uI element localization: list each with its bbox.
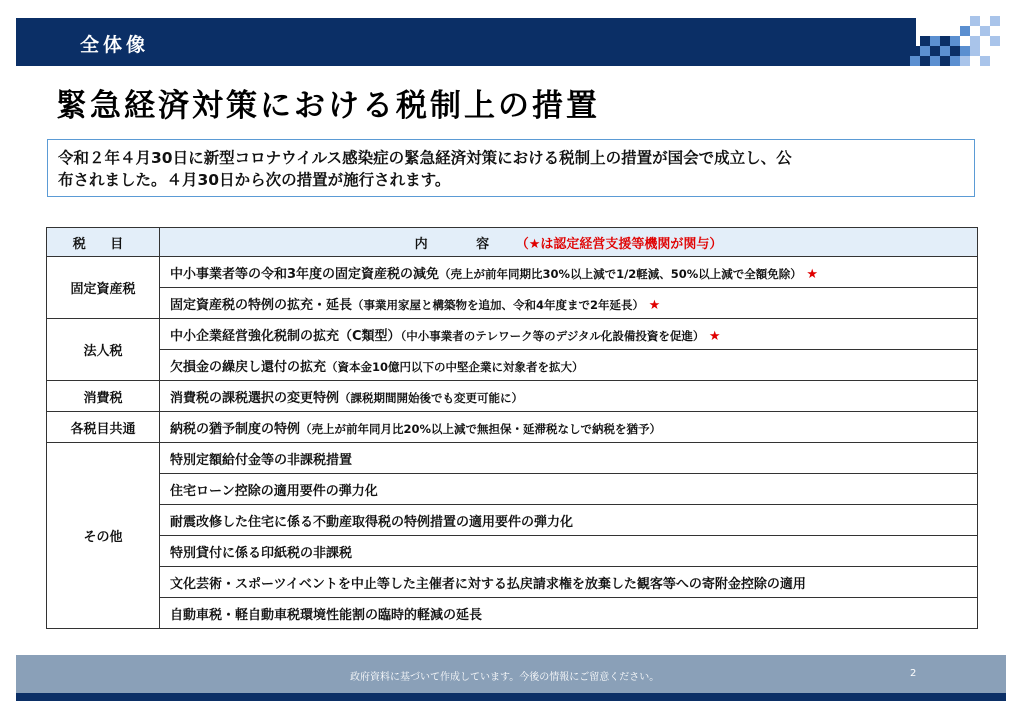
- table-row: [47, 319, 978, 350]
- measure-main: 文化芸術・スポーツイベントを中止等した主催者に対する払戻請求権を放棄した観客等への寄附金控除の適用: [170, 576, 806, 592]
- measure-cell: [160, 412, 978, 443]
- measure-main: 特別貸付に係る印紙税の非課税: [170, 545, 353, 561]
- measure-main: 消費税の課税選択の変更特例: [170, 390, 340, 406]
- measure-cell: [160, 381, 978, 412]
- table-row: [47, 350, 978, 381]
- star-icon: ★: [648, 297, 661, 313]
- table-row: [47, 474, 978, 505]
- measure-sub: （売上が前年同期比30%以上減で1/2軽減、50%以上減で全額免除）: [439, 266, 802, 281]
- category-cell: 消費税: [47, 381, 160, 412]
- header-content-label: 内 容: [414, 236, 512, 252]
- footer-line: [16, 693, 1006, 701]
- measure-sub: （課税期間開始後でも変更可能に）: [339, 390, 524, 405]
- page-title: 緊急経済対策における税制上の措置: [56, 88, 600, 124]
- measure-main: 固定資産税の特例の拡充・延長: [170, 297, 353, 313]
- measure-cell: [160, 443, 978, 474]
- intro-box: [47, 139, 975, 197]
- category-cell: 固定資産税: [47, 257, 160, 319]
- intro-line-1: 令和２年４月30日に新型コロナウイルス感染症の緊急経済対策における税制上の措置が国会で成立し、公: [58, 149, 792, 167]
- measure-cell: [160, 505, 978, 536]
- measure-main: 住宅ローン控除の適用要件の弾力化: [170, 483, 378, 499]
- table-row: [47, 567, 978, 598]
- measure-main: 欠損金の繰戻し還付の拡充: [170, 359, 327, 375]
- tax-measures-table: [46, 227, 978, 629]
- footer-note: 政府資料に基づいて作成しています。今後の情報にご留意ください。: [350, 672, 660, 683]
- table-header-row: [47, 228, 978, 257]
- measure-cell: [160, 474, 978, 505]
- measure-cell: [160, 257, 978, 288]
- table-row: [47, 505, 978, 536]
- category-cell: 各税目共通: [47, 412, 160, 443]
- measure-main: 耐震改修した住宅に係る不動産取得税の特例措置の適用要件の弾力化: [170, 514, 574, 530]
- table-row: [47, 598, 978, 629]
- measure-cell: [160, 567, 978, 598]
- measure-sub: （中小事業者のテレワーク等のデジタル化設備投資を促進）: [400, 328, 705, 343]
- header-bar: [16, 18, 916, 66]
- measure-main: 特別定額給付金等の非課税措置: [170, 452, 353, 468]
- category-cell: 法人税: [47, 319, 160, 381]
- measure-main: 中小企業経営強化税制の拡充（C類型）: [170, 328, 401, 344]
- measure-sub: （売上が前年同月比20%以上減で無担保・延滞税なしで納税を猶予）: [300, 421, 662, 436]
- table-row: [47, 443, 978, 474]
- intro-line-2: 布されました。４月30日から次の措置が施行されます。: [58, 171, 451, 189]
- header-star-note: （★は認定経営支援等機関が関与）: [515, 236, 723, 252]
- measure-cell: [160, 350, 978, 381]
- section-label: 全体像: [80, 34, 150, 56]
- table-row: [47, 536, 978, 567]
- measure-sub: （資本金10億円以下の中堅企業に対象者を拡大）: [326, 359, 584, 374]
- table-row: [47, 412, 978, 443]
- table-row: [47, 257, 978, 288]
- measure-cell: [160, 536, 978, 567]
- star-icon: ★: [806, 266, 818, 282]
- measure-cell: [160, 598, 978, 629]
- star-icon: ★: [708, 328, 721, 344]
- checker-pattern-icon: [900, 16, 1010, 68]
- page-number: 2: [910, 668, 917, 679]
- measure-main: 納税の猶予制度の特例: [170, 421, 301, 437]
- measure-main: 自動車税・軽自動車税環境性能割の臨時的軽減の延長: [170, 607, 483, 623]
- header-content: [160, 228, 978, 257]
- table-row: [47, 288, 978, 319]
- category-cell: その他: [47, 443, 160, 629]
- table-row: [47, 381, 978, 412]
- measure-sub: （事業用家屋と構築物を追加、令和4年度まで2年延長）: [352, 297, 645, 312]
- measure-main: 中小事業者等の令和3年度の固定資産税の減免: [170, 266, 440, 282]
- header-category: 税 目: [47, 228, 160, 257]
- measure-cell: [160, 288, 978, 319]
- measure-cell: [160, 319, 978, 350]
